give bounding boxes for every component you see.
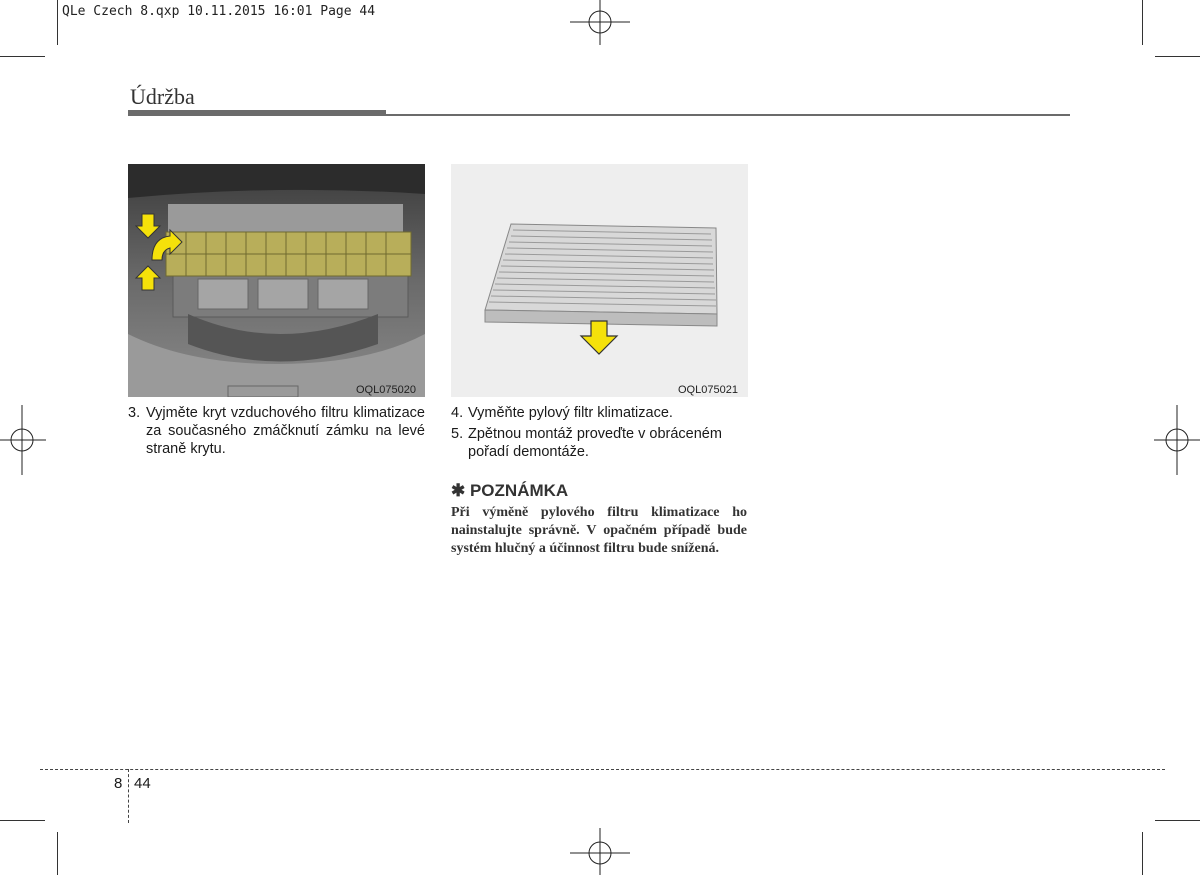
step-number: 3. bbox=[128, 405, 141, 421]
print-slug: QLe Czech 8.qxp 10.11.2015 16:01 Page 44 bbox=[62, 4, 376, 19]
note-heading: ✱ POZNÁMKA bbox=[451, 481, 569, 500]
figure-cabin-filter-cover bbox=[128, 164, 425, 397]
figure-cabin-air-filter bbox=[451, 164, 748, 397]
step-number: 4. bbox=[451, 405, 464, 421]
step-4 bbox=[451, 404, 748, 424]
chapter-number: 8 bbox=[114, 775, 123, 792]
note-body: Při výměně pylového filtru klimatizace ho nainstalujte správně. V opačném případě bude systém hlučný a účinnost filtru bude snížená. bbox=[451, 505, 747, 556]
header-rule-thick bbox=[128, 110, 386, 116]
step-text: Vyjměte kryt vzduchového filtru klimatizace za současného zmáčknutí zámku na levé straně krytu. bbox=[146, 405, 425, 457]
registration-mark-left-icon bbox=[0, 405, 46, 475]
cabin-air-filter-illustration-icon bbox=[451, 164, 748, 397]
figure-code: OQL075021 bbox=[678, 384, 738, 396]
registration-mark-top-icon bbox=[570, 0, 630, 45]
registration-mark-right-icon bbox=[1154, 405, 1200, 475]
page-number: 44 bbox=[134, 775, 151, 792]
step-5 bbox=[451, 425, 748, 465]
step-3 bbox=[128, 404, 425, 464]
figure-code: OQL075020 bbox=[356, 384, 416, 396]
step-number: 5. bbox=[451, 426, 464, 442]
registration-mark-bottom-icon bbox=[570, 828, 630, 875]
step-text: Vyměňte pylový filtr klimatizace. bbox=[468, 405, 673, 421]
footer-dashed-divider bbox=[128, 769, 129, 823]
section-title: Údržba bbox=[130, 84, 195, 109]
step-text: Zpětnou montáž proveďte v obráceném pořadí demontáže. bbox=[468, 426, 722, 460]
footer-dashed-rule bbox=[40, 769, 1165, 770]
header-rule-thin bbox=[386, 114, 1070, 116]
cabin-filter-cover-removal-photo-icon bbox=[128, 164, 425, 397]
